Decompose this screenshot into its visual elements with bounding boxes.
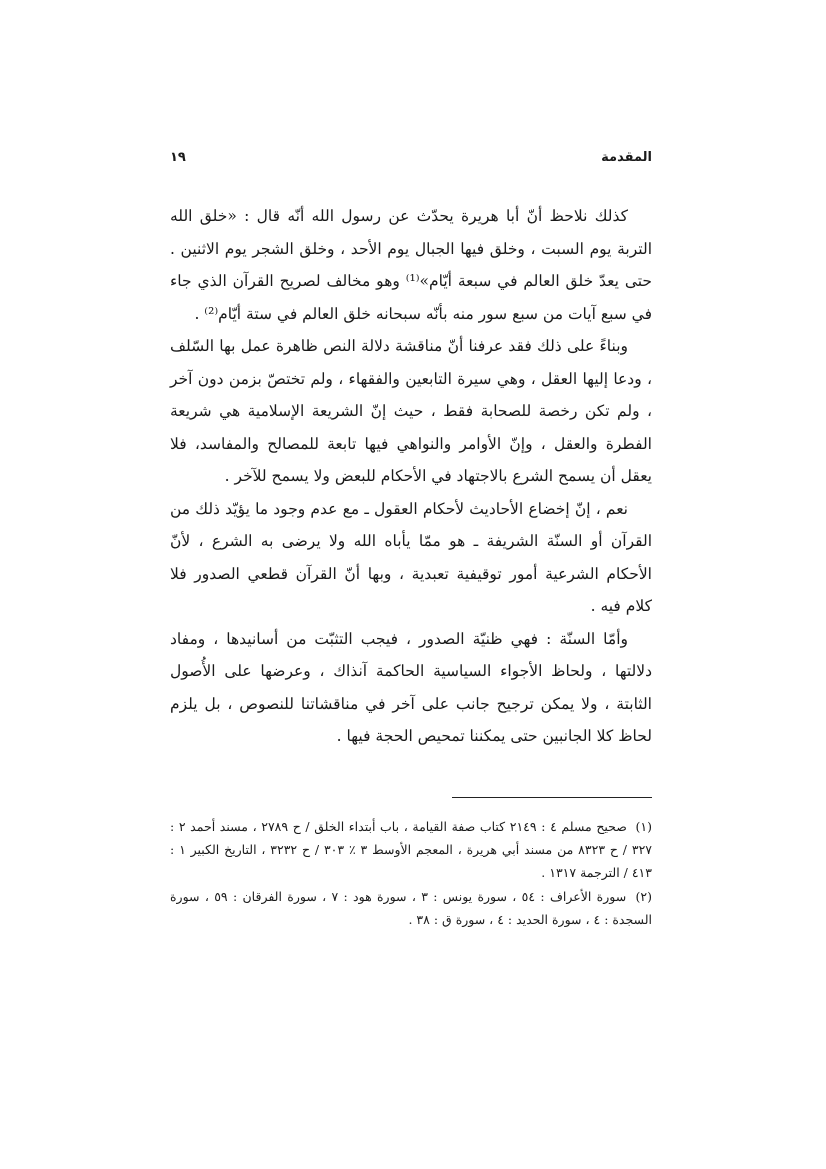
paragraph: كذلك نلاحظ أنّ أبا هريرة يحدّث عن رسول الله أنّه قال : «خلق الله التربة يوم السبت ، وخلق فيها الجبال يوم الأحد ، وخلق الشجر يوم الاثنين . حتى يعدّ خلق العالم في سبعة أيّام»⁽¹⁾ وهو مخالف لصريح القرآن الذي جاء في سبع آيات من سبع سور منه بأنّه سبحانه خلق العالم في ستة أيّام⁽²⁾ . <box>170 207 652 323</box>
paragraph: وأمّا السنّة : فهي ظنيّة الصدور ، فيجب التثبّت من أسانيدها ، ومفاد دلالتها ، ولحاظ الأجواء السياسية الحاكمة آنذاك ، وعرضها على الأُصول الثابتة ، ولا يمكن ترجيح جانب على آخر في مناقشاتنا للنصوص ، بل يلزم لحاظ كلا الجانبين حتى يمكننا تمحيص الحجة فيها . <box>170 629 652 745</box>
footnotes <box>170 815 652 932</box>
section-title: المقدمة <box>601 150 652 165</box>
footnote-text: سورة الأعراف : ٥٤ ، سورة يونس : ٣ ، سورة هود : ٧ ، سورة الفرقان : ٥٩ ، سورة السجدة : ٤ ، سورة الحديد : ٤ ، سورة ق : ٣٨ . <box>170 889 652 927</box>
main-text <box>170 200 652 753</box>
page-number: ١٩ <box>170 150 186 165</box>
footnote-separator <box>452 797 652 798</box>
footnote-text: صحيح مسلم ٤ : ٢١٤٩ كتاب صفة القيامة ، باب أبتداء الخلق / ح ٢٧٨٩ ، مسند أحمد ٢ : ٣٢٧ / ح ٨٣٢٣ من مسند أبي هريرة ، المعجم الأوسط ٣ ٪ ٣٠٣ / ح ٣٢٣٢ ، التاريخ الكبير ١ : ٤١٣ / الترجمة ١٣١٧ . <box>170 819 653 880</box>
paragraph: نعم ، إنّ إخضاع الأحاديث لأحكام العقول ـ مع عدم وجود ما يؤيّد ذلك من القرآن أو السنّة الشريفة ـ هو ممّا يأباه الله ولا يرضى به الشرع ، لأنّ الأحكام الشرعية أمور توقيفية تعبدية ، وبها أنّ القرآن قطعي الصدور فلا كلام فيه . <box>170 499 652 615</box>
footnote-number: (٢) <box>635 889 653 904</box>
footnote-number: (١) <box>635 819 652 834</box>
footnote <box>170 815 652 884</box>
running-header <box>170 150 652 176</box>
footnote <box>170 885 652 931</box>
paragraph: وبناءً على ذلك فقد عرفنا أنّ مناقشة دلالة النص ظاهرة عمل بها السّلف ، ودعا إليها العقل ، وهي سيرة التابعين والفقهاء ، ولم تختصّ بزمن دون آخر ، ولم تكن رخصة للصحابة فقط ، حيث إنّ الشريعة الإسلامية هي شريعة الفطرة والعقل ، وإنّ الأوامر والنواهي فيها تابعة للمصالح والمفاسد، فلا يعقل أن يسمح الشرع بالاجتهاد في الأحكام للبعض ولا يسمح للآخر . <box>170 337 652 485</box>
